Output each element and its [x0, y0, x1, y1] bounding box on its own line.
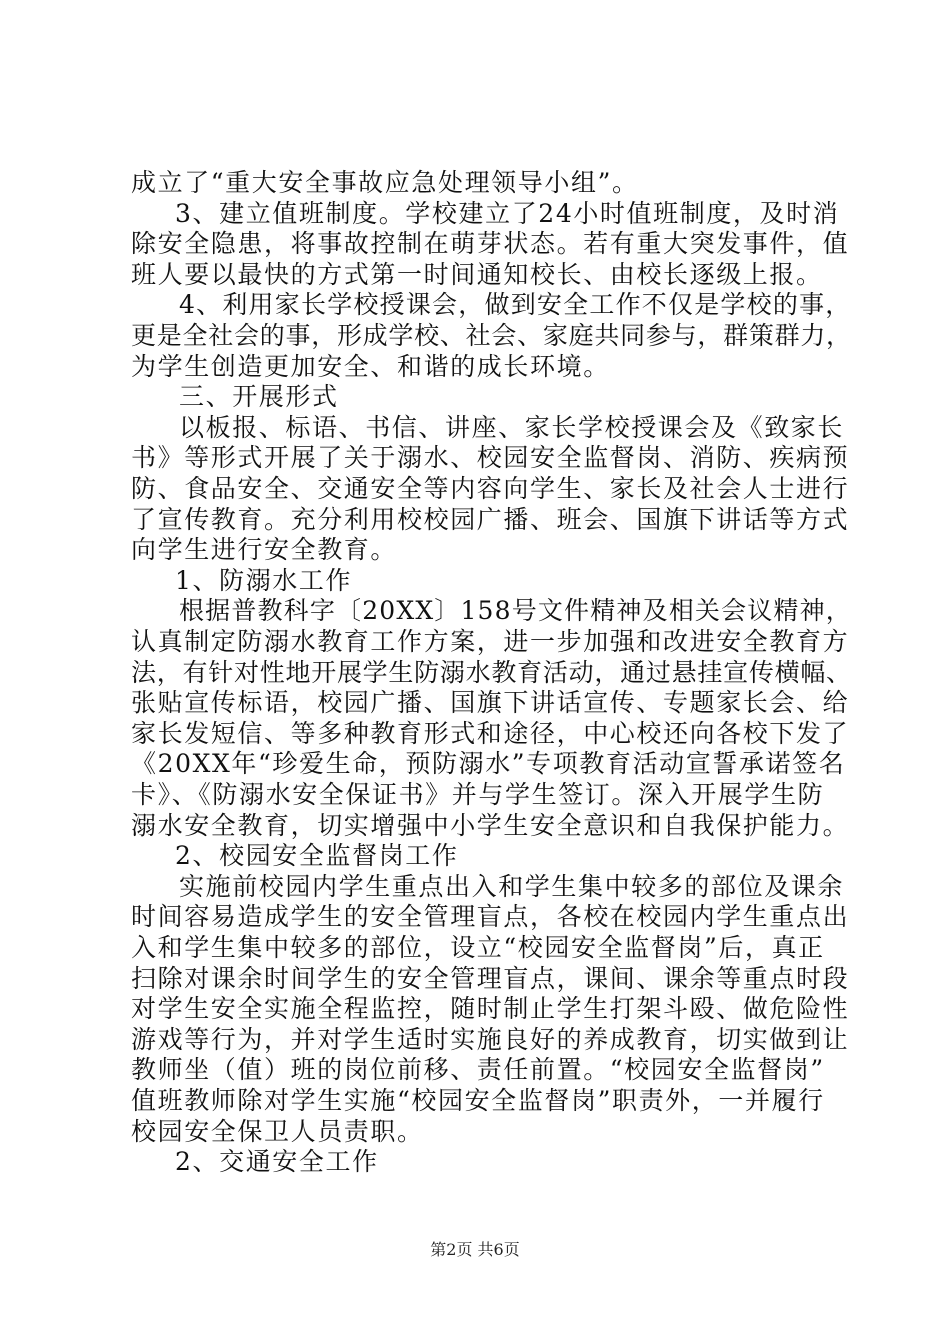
- text-line: 对学生安全实施全程监控，随时制止学生打架斗殴、做危险性: [131, 994, 850, 1024]
- text-line: 家长发短信、等多种教育形式和途径，中心校还向各校下发了: [131, 718, 850, 748]
- subsection-heading: 1、防溺水工作: [175, 565, 353, 595]
- text-line: 溺水安全教育，切实增强中小学生安全意识和自我保护能力。: [131, 810, 850, 840]
- text-line: 向学生进行安全教育。: [131, 535, 398, 565]
- text-line: 4、利用家长学校授课会，做到安全工作不仅是学校的事，: [179, 290, 852, 320]
- text-line: 成立了“重大安全事故应急处理领导小组”。: [131, 168, 639, 197]
- text-line: 时间容易造成学生的安全管理盲点，各校在校园内学生重点出: [131, 902, 850, 932]
- section-heading: 三、开展形式: [179, 382, 339, 412]
- text-line: 值班教师除对学生实施“校园安全监督岗”职责外，一并履行: [131, 1086, 825, 1115]
- text-line: 《20XX年“珍爱生命，预防溺水”专项教育活动宣誓承诺签名: [131, 749, 846, 779]
- text-line: 卡》、《防溺水安全保证书》并与学生签订。深入开展学生防: [131, 780, 825, 809]
- text-line: 防、食品安全、交通安全等内容向学生、家长及社会人士进行: [131, 474, 850, 503]
- text-line: 除安全隐患，将事故控制在萌芽状态。若有重大突发事件，值: [131, 229, 850, 259]
- text-line: 游戏等行为，并对学生适时实施良好的养成教育，切实做到让: [131, 1024, 850, 1054]
- text-line: 以板报、标语、书信、讲座、家长学校授课会及《致家长: [179, 412, 845, 442]
- text-line: 了宣传教育。充分利用校校园广播、班会、国旗下讲话等方式: [131, 504, 850, 534]
- text-line: 更是全社会的事，形成学校、社会、家庭共同参与，群策群力，: [131, 321, 852, 350]
- text-line: 扫除对课余时间学生的安全管理盲点，课间、课余等重点时段: [131, 963, 850, 993]
- text-line: 书》等形式开展了关于溺水、校园安全监督岗、消防、疾病预: [131, 443, 850, 473]
- text-line: 认真制定防溺水教育工作方案，进一步加强和改进安全教育方: [131, 627, 850, 656]
- text-line: 张贴宣传标语，校园广播、国旗下讲话宣传、专题家长会、给: [131, 688, 850, 718]
- text-line: 根据普教科字〔20XX〕158号文件精神及相关会议精神，: [179, 596, 852, 626]
- text-line: 教师坐（值）班的岗位前移、责任前置。“校园安全监督岗”: [131, 1055, 825, 1085]
- page-footer: 第2页 共6页: [430, 1240, 520, 1259]
- subsection-heading: 2、校园安全监督岗工作: [175, 841, 459, 871]
- text-line: 班人要以最快的方式第一时间通知校长、由校长逐级上报。: [131, 259, 823, 289]
- subsection-heading: 2、交通安全工作: [175, 1147, 379, 1177]
- text-line: 法，有针对性地开展学生防溺水教育活动，通过悬挂宣传横幅、: [131, 657, 852, 687]
- text-line: 3、建立值班制度。学校建立了24小时值班制度，及时消: [175, 198, 840, 228]
- text-line: 校园安全保卫人员责职。: [131, 1116, 424, 1146]
- text-line: 实施前校园内学生重点出入和学生集中较多的部位及课余: [179, 871, 845, 901]
- text-line: 入和学生集中较多的部位，设立“校园安全监督岗”后，真正: [131, 933, 825, 962]
- text-line: 为学生创造更加安全、和谐的成长环境。: [131, 351, 610, 381]
